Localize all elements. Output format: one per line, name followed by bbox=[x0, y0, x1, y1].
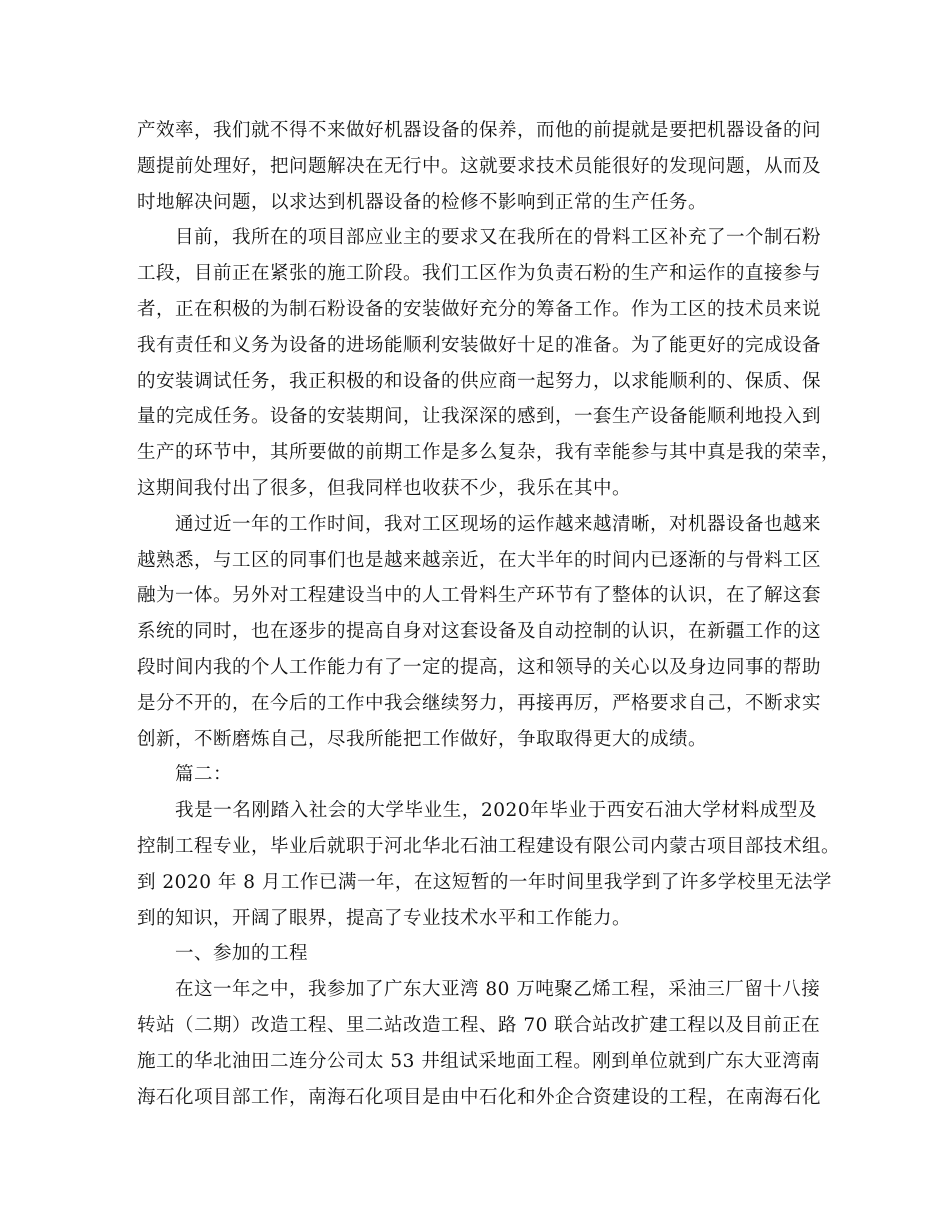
text-line: 我是一名刚踏入社会的大学毕业生，2020年毕业于西安石油大学材料成型及 bbox=[175, 800, 817, 822]
text-line: 段时间内我的个人工作能力有了一定的提高，这和领导的关心以及身边同事的帮助 bbox=[137, 656, 822, 678]
text-line: 系统的同时，也在逐步的提高自身对这套设备及自动控制的认识，在新疆工作的这 bbox=[137, 621, 822, 643]
text-line: 施工的华北油田二连分公司太 53 井组试采地面工程。刚到单位就到广东大亚湾南 bbox=[137, 1050, 821, 1072]
text-line: 这期间我付出了很多，但我同样也收获不少，我乐在其中。 bbox=[137, 477, 632, 499]
text-line: 海石化项目部工作，南海石化项目是由中石化和外企合资建设的工程，在南海石化 bbox=[137, 1086, 822, 1108]
text-line: 工段，目前正在紧张的施工阶段。我们工区作为负责石粉的生产和运作的直接参与 bbox=[137, 263, 822, 285]
text-line: 篇二： bbox=[175, 764, 233, 786]
text-line: 量的完成任务。设备的安装期间，让我深深的感到，一套生产设备能顺利地投入到 bbox=[137, 406, 822, 428]
text-line: 到 2020 年 8 月工作已满一年，在这短暂的一年时间里我学到了许多学校里无法学 bbox=[137, 871, 832, 893]
document-body bbox=[137, 113, 841, 1115]
text-line: 在这一年之中，我参加了广东大亚湾 80 万吨聚乙烯工程，采油三厂留十八接 bbox=[175, 979, 821, 1001]
text-line: 产效率，我们就不得不来做好机器设备的保养，而他的前提就是要把机器设备的问 bbox=[137, 120, 822, 141]
text-line: 控制工程专业，毕业后就职于河北华北石油工程建设有限公司内蒙古项目部技术组。 bbox=[137, 835, 841, 857]
text-line: 越熟悉，与工区的同事们也是越来越亲近，在大半年的时间内已逐渐的与骨料工区 bbox=[137, 549, 822, 571]
text-line: 到的知识，开阔了眼界，提高了专业技术水平和工作能力。 bbox=[137, 907, 632, 929]
text-line: 时地解决问题，以求达到机器设备的检修不影响到正常的生产任务。 bbox=[137, 191, 708, 213]
text-line: 生产的环节中，其所要做的前期工作是多么复杂，我有幸能参与其中真是我的荣幸， bbox=[137, 442, 841, 464]
text-line: 者，正在积极的为制石粉设备的安装做好充分的筹备工作。作为工区的技术员来说 bbox=[137, 298, 822, 320]
text-line: 我有责任和义务为设备的进场能顺利安装做好十足的准备。为了能更好的完成设备 bbox=[137, 334, 822, 356]
text-line: 转站（二期）改造工程、里二站改造工程、路 70 联合站改扩建工程以及目前正在 bbox=[137, 1014, 821, 1036]
text-line: 一、参加的工程 bbox=[175, 943, 309, 965]
text-line: 通过近一年的工作时间，我对工区现场的运作越来越清晰，对机器设备也越来 bbox=[175, 513, 822, 535]
text-line: 目前，我所在的项目部应业主的要求又在我所在的骨料工区补充了一个制石粉 bbox=[175, 227, 822, 249]
text-line: 融为一体。另外对工程建设当中的人工骨料生产环节有了整体的认识，在了解这套 bbox=[137, 585, 822, 607]
text-line: 是分不开的，在今后的工作中我会继续努力，再接再厉，严格要求自己，不断求实 bbox=[137, 692, 822, 714]
text-line: 创新，不断磨炼自己，尽我所能把工作做好，争取取得更大的成绩。 bbox=[137, 728, 708, 750]
text-line: 题提前处理好，把问题解决在无行中。这就要求技术员能很好的发现问题，从而及 bbox=[137, 155, 822, 177]
text-line: 的安装调试任务，我正积极的和设备的供应商一起努力，以求能顺利的、保质、保 bbox=[137, 370, 822, 392]
